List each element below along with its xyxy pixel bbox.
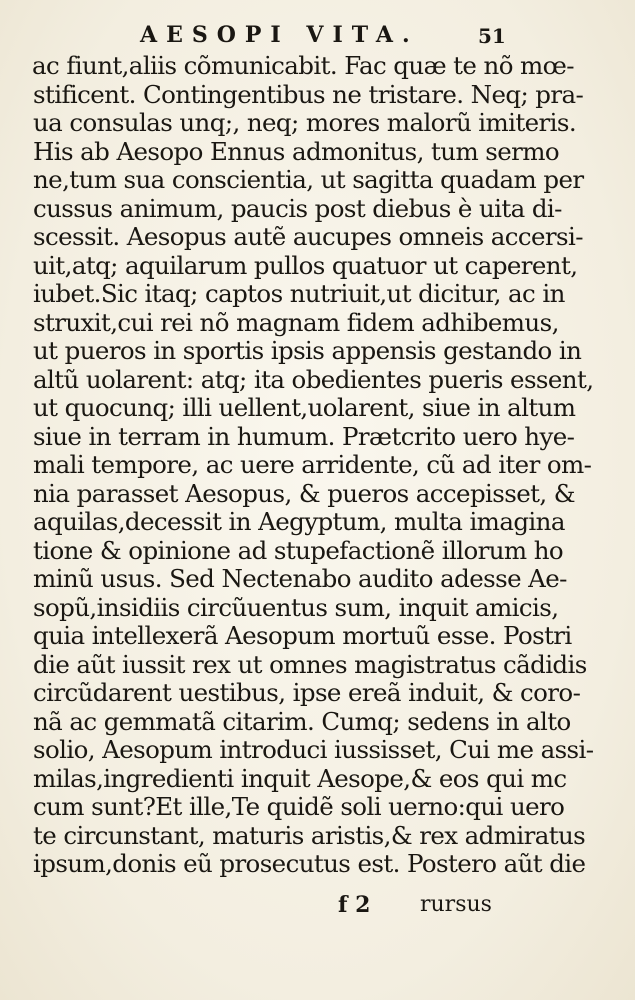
text-line: cussus animum, paucis post diebus è uita di- bbox=[33, 193, 562, 223]
text-line: cum sunt?Et ille,Te quidẽ soli uerno:qui uero bbox=[33, 792, 565, 821]
text-line: minũ usus. Sed Nectenabo audito adesse Ae- bbox=[33, 564, 567, 593]
text-line: tione & opinione ad stupefactionẽ illorum ho bbox=[33, 535, 564, 565]
text-line: nia parasset Aesopus, & pueros accepisset, & bbox=[33, 478, 575, 508]
text-line: struxit,cui rei nõ magnam fidem adhibemus, bbox=[33, 307, 559, 337]
text-line: mali tempore, ac uere arridente, cũ ad iter om- bbox=[33, 450, 592, 479]
text-line: altũ uolarent: atq; ita obedientes pueris essent, bbox=[33, 364, 594, 394]
text-line: ac fiunt,aliis cõmunicabit. Fac quæ te nõ mœ- bbox=[32, 51, 574, 80]
text-line: nã ac gemmatã citarim. Cumq; sedens in alto bbox=[33, 706, 571, 736]
text-line: ut quocunq; illi uellent,uolarent, siue in altum bbox=[33, 393, 576, 422]
signature-mark: f 2 bbox=[338, 892, 371, 918]
text-line: His ab Aesopo Ennus admonitus, tum sermo bbox=[33, 136, 560, 166]
text-line: sopũ,insidiis circũuentus sum, inquit amicis, bbox=[33, 592, 559, 622]
page-number: 51 bbox=[478, 24, 506, 48]
page-footer bbox=[0, 892, 635, 924]
running-title: AESOPI VITA. bbox=[140, 22, 419, 48]
text-line: te circunstant, maturis aristis,& rex admiratus bbox=[33, 820, 586, 850]
text-line: circũdarent uestibus, ipse ereã induit, & coro- bbox=[33, 678, 581, 707]
text-line: siue in terram in humum. Prætcrito uero hye- bbox=[33, 421, 575, 451]
text-line: milas,ingredienti inquit Aesope,& eos qui mc bbox=[33, 763, 567, 793]
text-line: ipsum,donis eũ prosecutus est. Postero aũt die bbox=[33, 849, 586, 878]
text-line: uit,atq; aquilarum pullos quatuor ut caperent, bbox=[33, 250, 578, 280]
text-line: ua consulas unq;, neq; mores malorũ imiteris. bbox=[33, 108, 577, 137]
text-line: stificent. Contingentibus ne tristare. Neq; pra- bbox=[33, 79, 584, 109]
text-line: ut pueros in sportis ipsis appensis gestando in bbox=[33, 336, 582, 365]
text-line: quia intellexerã Aesopum mortuũ esse. Postri bbox=[33, 621, 572, 650]
page-header bbox=[0, 22, 635, 52]
text-line: scessit. Aesopus autẽ aucupes omneis accersi- bbox=[33, 222, 583, 251]
text-line: die aũt iussit rex ut omnes magistratus cãdidis bbox=[33, 649, 587, 679]
text-line: iubet.Sic itaq; captos nutriuit,ut dicitur, ac in bbox=[33, 279, 565, 308]
catchword: rursus bbox=[420, 892, 492, 917]
text-line: solio, Aesopum introduci iussisset, Cui me assi- bbox=[33, 735, 594, 764]
text-line: aquilas,decessit in Aegyptum, multa imagina bbox=[33, 507, 565, 536]
text-line: ne,tum sua conscientia, ut sagitta quadam per bbox=[33, 165, 584, 194]
